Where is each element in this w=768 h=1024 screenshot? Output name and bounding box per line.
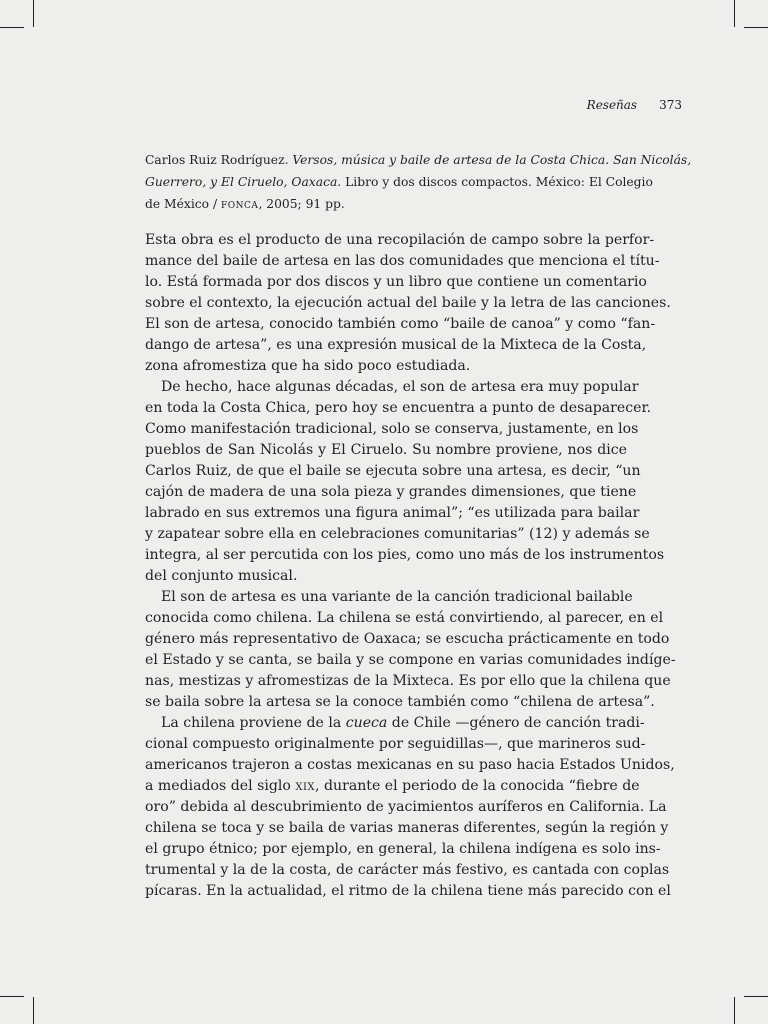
book-reference xyxy=(145,149,692,215)
paragraph-line xyxy=(145,524,650,545)
text-segment: sobre el contexto, la ejecución actual del baile y la letra de las canciones. xyxy=(145,295,671,311)
crop-mark xyxy=(734,0,735,27)
paragraph-line xyxy=(145,692,655,713)
running-head xyxy=(587,98,682,112)
text-segment: Como manifestación tradicional, solo se conserva, justamente, en los xyxy=(145,421,639,437)
paragraph-line xyxy=(145,629,670,650)
text-segment: se baila sobre la artesa se la conoce también como “chilena de artesa”. xyxy=(145,694,655,710)
paragraph xyxy=(145,587,676,713)
paragraph-line xyxy=(145,419,639,440)
text-segment: de México / xyxy=(145,197,222,211)
text-segment: Carlos Ruiz, de que el baile se ejecuta sobre una artesa, es decir, “un xyxy=(145,463,641,479)
paragraph-line xyxy=(145,293,671,314)
paragraph-line xyxy=(145,860,670,881)
text-segment: de Chile —género de canción tradi- xyxy=(387,715,645,731)
text-segment: Esta obra es el producto de una recopilación de campo sobre la perfor- xyxy=(145,232,655,248)
text-segment: oro” debida al descubrimiento de yacimientos auríferos en California. La xyxy=(145,799,667,815)
reference-line xyxy=(145,149,692,171)
text-segment: género más representativo de Oaxaca; se escucha prácticamente en todo xyxy=(145,631,670,647)
crop-mark xyxy=(744,996,768,997)
text-segment: zona afromestiza que ha sido poco estudiada. xyxy=(145,358,471,374)
text-segment: labrado en sus extremos una figura animal”; “es utilizada para bailar xyxy=(145,505,640,521)
paragraph-line xyxy=(145,839,661,860)
text-segment: pícaras. En la actualidad, el ritmo de la chilena tiene más parecido con el xyxy=(145,883,671,899)
paragraph-line xyxy=(145,713,645,734)
section-title: Reseñas xyxy=(586,98,638,112)
text-segment: el Estado y se canta, se baila y se compone en varias comunidades indíge- xyxy=(145,652,676,668)
text-segment: lo. Está formada por dos discos y un libro que contiene un comentario xyxy=(145,274,647,290)
paragraph-line xyxy=(145,671,671,692)
text-segment: conocida como chilena. La chilena se está convirtiendo, al parecer, en el xyxy=(145,610,664,626)
paragraph-line xyxy=(145,503,640,524)
reference-line xyxy=(145,171,653,193)
paragraph-line xyxy=(145,272,647,293)
paragraph-line xyxy=(145,776,640,797)
crop-mark xyxy=(33,0,34,27)
text-segment: nas, mestizas y afromestizas de la Mixteca. Es por ello que la chilena que xyxy=(145,673,671,689)
paragraph-line xyxy=(145,356,627,377)
text-segment: americanos trajeron a costas mexicanas en su paso hacia Estados Unidos, xyxy=(145,757,675,773)
paragraph-line xyxy=(145,251,660,272)
crop-mark xyxy=(0,27,24,28)
page-number: 373 xyxy=(659,98,682,112)
paragraph-line xyxy=(145,377,639,398)
text-segment: El son de artesa, conocido también como “baile de canoa” y como “fan- xyxy=(145,316,656,332)
text-segment: cional compuesto originalmente por seguidillas—, que marineros sud- xyxy=(145,736,646,752)
text-segment: , durante el periodo de la conocida “fiebre de xyxy=(315,778,640,794)
paragraph xyxy=(145,377,665,587)
text-segment: cajón de madera de una sola pieza y grandes dimensiones, que tiene xyxy=(145,484,637,500)
text-segment: a mediados del siglo xyxy=(145,778,296,794)
crop-mark xyxy=(0,996,24,997)
text-segment: . Libro y dos discos compactos. México: El Colegio xyxy=(337,175,653,189)
paragraph-line xyxy=(145,335,647,356)
paragraph-line xyxy=(145,881,671,902)
small-caps-text: xix xyxy=(295,778,316,794)
paragraph-line xyxy=(145,440,627,461)
paragraph-line xyxy=(145,566,627,587)
text-segment: dango de artesa”, es una expresión musical de la Mixteca de la Costa, xyxy=(145,337,647,353)
paragraph-line xyxy=(145,587,633,608)
italic-text: Guerrero, y El Ciruelo, Oaxaca xyxy=(145,175,338,189)
text-segment: en toda la Costa Chica, pero hoy se encuentra a punto de desaparecer. xyxy=(145,400,652,416)
review-body xyxy=(145,230,676,902)
italic-text: cueca xyxy=(345,715,388,731)
small-caps-text: fonca xyxy=(221,197,259,211)
paragraph-line xyxy=(145,461,641,482)
italic-text: Versos, música y baile de artesa de la Costa Chica. San Nicolás, xyxy=(292,153,692,167)
paragraph-line xyxy=(145,650,676,671)
paragraph-line xyxy=(145,608,664,629)
text-segment: integra, al ser percutida con los pies, como uno más de los instrumentos xyxy=(145,547,665,563)
paragraph-line xyxy=(145,545,665,566)
paragraph xyxy=(145,230,671,377)
text-segment: , 2005; 91 pp. xyxy=(258,197,345,211)
paragraph-line xyxy=(145,482,637,503)
paragraph-line xyxy=(145,818,669,839)
paragraph xyxy=(145,713,675,902)
paragraph-line xyxy=(145,797,667,818)
crop-mark xyxy=(33,997,34,1024)
text-segment: y zapatear sobre ella en celebraciones comunitarias” (12) y además se xyxy=(145,526,650,542)
text-segment: mance del baile de artesa en las dos comunidades que menciona el títu- xyxy=(145,253,660,269)
text-segment: del conjunto musical. xyxy=(145,568,298,584)
paragraph-line xyxy=(145,398,652,419)
paragraph-line xyxy=(145,230,655,251)
text-segment: pueblos de San Nicolás y El Ciruelo. Su nombre proviene, nos dice xyxy=(145,442,627,458)
text-segment: Carlos Ruiz Rodríguez. xyxy=(145,153,293,167)
text-segment: La chilena proviene de la xyxy=(161,715,346,731)
paragraph-line xyxy=(145,755,675,776)
crop-mark xyxy=(744,27,768,28)
paragraph-line xyxy=(145,734,646,755)
text-segment: trumental y la de la costa, de carácter más festivo, es cantada con coplas xyxy=(145,862,670,878)
text-segment: chilena se toca y se baila de varias maneras diferentes, según la región y xyxy=(145,820,669,836)
text-segment: De hecho, hace algunas décadas, el son de artesa era muy popular xyxy=(161,379,639,395)
text-segment: El son de artesa es una variante de la canción tradicional bailable xyxy=(161,589,633,605)
reference-line xyxy=(145,193,627,215)
crop-mark xyxy=(734,997,735,1024)
paragraph-line xyxy=(145,314,656,335)
text-segment: el grupo étnico; por ejemplo, en general, la chilena indígena es solo ins- xyxy=(145,841,661,857)
